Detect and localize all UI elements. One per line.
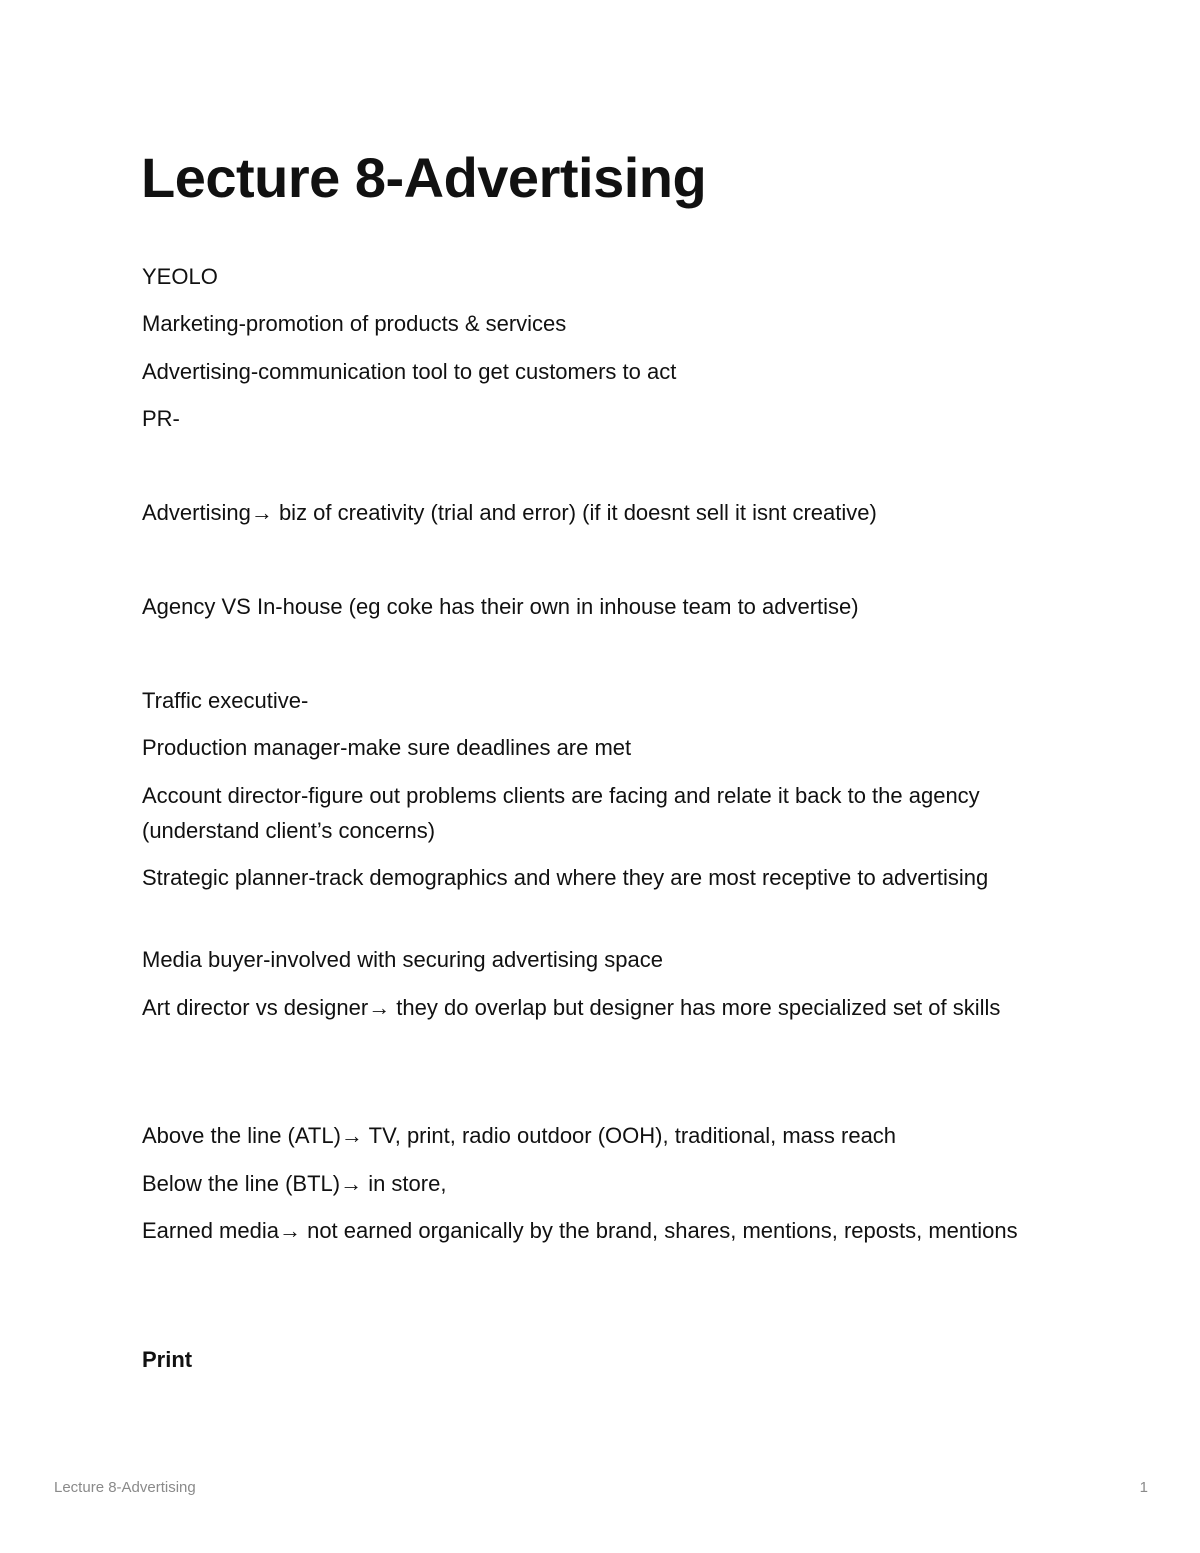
note-line-art-director: Art director vs designer→ they do overlap but designer has more specialized set of skills <box>142 995 1001 1020</box>
note-line-strategic-planner: Strategic planner-track demographics and where they are most receptive to advertising <box>142 865 989 890</box>
note-line-earned-media: Earned media→ not earned organically by the brand, shares, mentions, reposts, mentions <box>142 1218 1018 1243</box>
page-title: Lecture 8-Advertising <box>141 146 707 209</box>
note-line-advertising-creativity: Advertising→ biz of creativity (trial and error) (if it doesnt sell it isnt creative) <box>142 500 877 525</box>
note-line-above-the-line: Above the line (ATL)→ TV, print, radio outdoor (OOH), traditional, mass reach <box>142 1123 897 1148</box>
note-line-account-director: Account director-figure out problems clients are facing and relate it back to the agency (understand client’s concerns) <box>142 783 980 843</box>
note-line-below-the-line: Below the line (BTL)→ in store, <box>142 1171 447 1196</box>
note-line-advertising-definition: Advertising-communication tool to get customers to act <box>142 359 677 384</box>
section-heading-print: Print <box>142 1347 193 1372</box>
note-line-marketing: Marketing-promotion of products & services <box>142 311 567 336</box>
footer-document-title: Lecture 8-Advertising <box>54 1479 196 1496</box>
note-line-yeolo: YEOLO <box>142 264 218 289</box>
note-line-agency-vs-inhouse: Agency VS In-house (eg coke has their own in inhouse team to advertise) <box>142 594 859 619</box>
note-line-media-buyer: Media buyer-involved with securing advertising space <box>142 947 663 972</box>
note-line-traffic-executive: Traffic executive- <box>142 688 309 713</box>
note-line-production-manager: Production manager-make sure deadlines are met <box>142 735 632 760</box>
note-line-pr: PR- <box>142 406 180 431</box>
footer-page-number: 1 <box>1139 1479 1148 1496</box>
